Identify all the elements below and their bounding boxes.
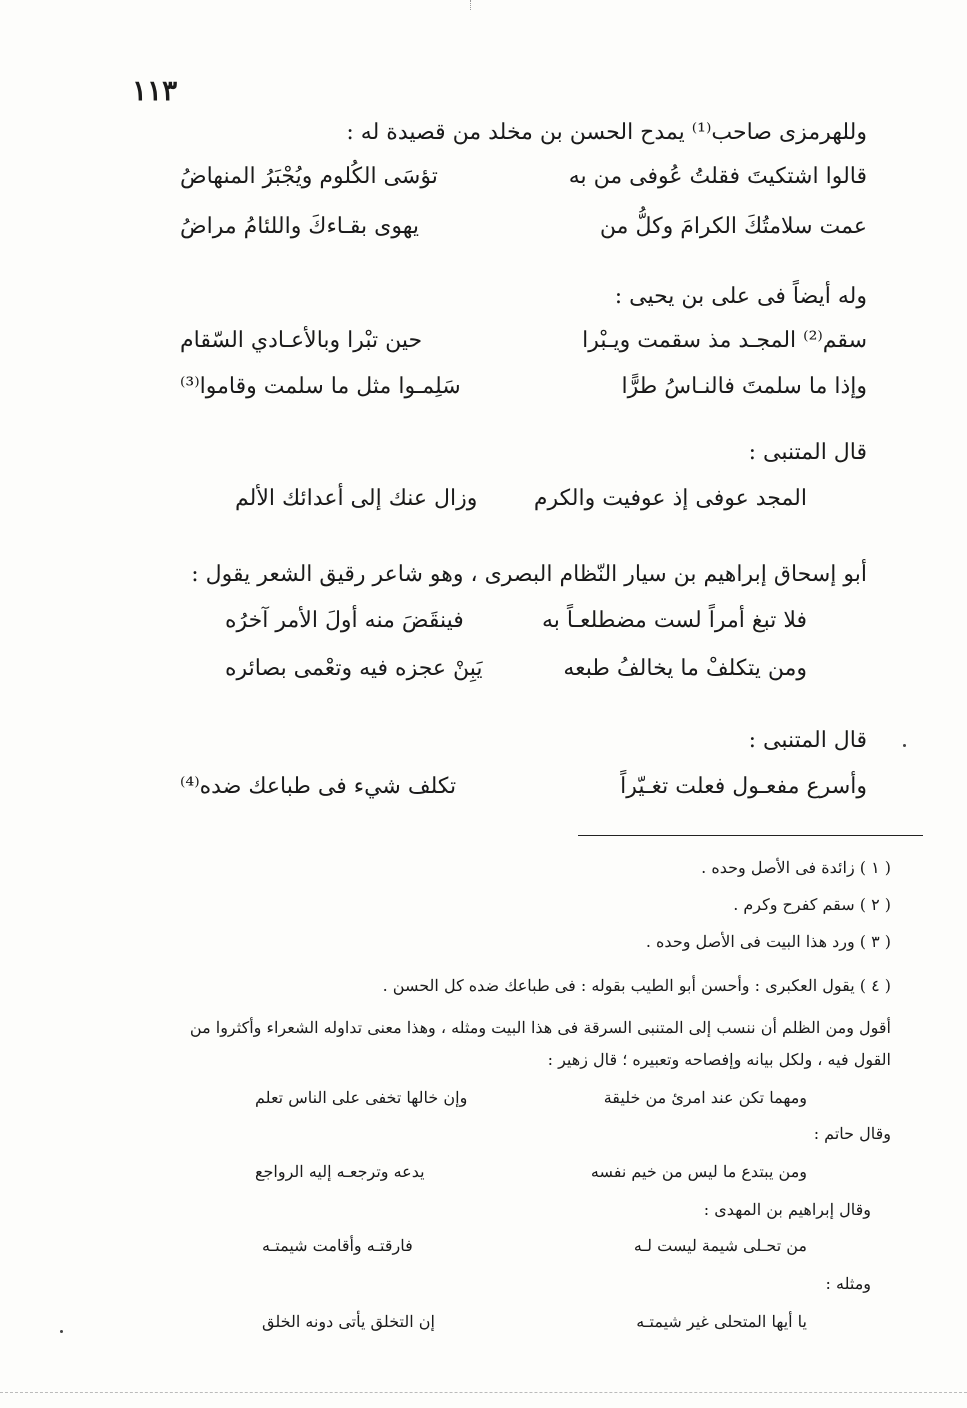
section-intro: وله أيضاً فى على بن يحيى : xyxy=(614,284,867,309)
verse-first-hemistich: وأسرع مفعـول فعلت تغـيّراً xyxy=(620,774,867,799)
commentary-intro: وقال إبراهيم بن المهدى : xyxy=(703,1200,871,1219)
verse-second-hemistich: حين تبْرا وبالأعـادي السّقام xyxy=(180,328,423,353)
footnote: ( ١ ) زائدة فى الأصل وحده . xyxy=(701,858,891,877)
commentary-line: أقول ومن الظلم أن ننسب إلى المتنبى السرقة فى هذا البيت ومثله ، وهذا معنى تداوله الشعراء وأكثروا من xyxy=(189,1018,891,1037)
verse-second-hemistich: وإن خالها تخفى على الناس تعلم xyxy=(255,1088,468,1107)
verse-first-hemistich: قالوا اشتكيتَ فقلتُ عُوفى من به xyxy=(568,164,867,189)
footnote: ( ٢ ) سقم كفرح وكرم . xyxy=(733,895,891,914)
section-intro: قال المتنبى : xyxy=(748,440,867,465)
verse-first-hemistich: وإذا ما سلمتَ فالنـاسُ طرًّا xyxy=(621,374,867,399)
verse-second-hemistich: تؤسَى الكُلوم ويُجْبَرُ المنهاضُ xyxy=(180,164,438,189)
verse-second-hemistich: تكلف شيء فى طباعك ضده⁽⁴⁾ xyxy=(180,774,457,799)
verse-second-hemistich: وزال عنك إلى أعدائك الألم xyxy=(235,486,478,511)
footnote: ( ٣ ) ورد هذا البيت فى الأصل وحده . xyxy=(645,932,891,951)
scan-artifact-top xyxy=(470,0,472,10)
verse-second-hemistich: يَبِنْ عجزه فيه وتعْمى بصائره xyxy=(225,656,483,681)
verse-first-hemistich: ومن يتكلفْ ما يخالفُ طبعه xyxy=(563,656,807,681)
scan-artifact-bottom xyxy=(0,1392,967,1393)
verse-first-hemistich: يا أيها المتحلى غير شيمتـه xyxy=(636,1312,807,1331)
footnote-divider xyxy=(578,835,923,836)
commentary-intro: وقال حاتم : xyxy=(813,1124,891,1143)
section-intro: قال المتنبى : xyxy=(748,728,867,753)
commentary-intro: ومثله : xyxy=(825,1274,871,1293)
verse-first-hemistich: سقم⁽²⁾ المجـد مذ سقمت ويـبْرا xyxy=(582,328,867,353)
verse-second-hemistich: يدعه وترجعـه إليه الرواجع xyxy=(255,1162,425,1181)
section-intro: وللهرمزى صاحب⁽¹⁾ يمدح الحسن بن مخلد من قصيدة له : xyxy=(346,120,867,145)
verse-first-hemistich: ومن يبتدع ما ليس من خيم نفسه xyxy=(590,1162,807,1181)
verse-first-hemistich: المجد عوفى إذ عوفيت والكرم xyxy=(533,486,807,511)
section-intro: أبو إسحاق إبراهيم بن سيار النّظام البصرى ، وهو شاعر رقيق الشعر يقول : xyxy=(191,562,867,587)
verse-second-hemistich: يهوى بقـاءكَ واللئامُ مراضُ xyxy=(180,214,420,239)
verse-second-hemistich: فينقَضَ منه أولَ الأمر آخرُه xyxy=(225,608,464,633)
page-number: ١١٣ xyxy=(132,74,178,107)
verse-second-hemistich: إن التخلق يأتى دونه الخلق xyxy=(262,1312,435,1331)
footnote: ( ٤ ) يقول العكبرى : وأحسن أبو الطيب بقوله : فى طباعك ضده كل الحسن . xyxy=(382,976,891,995)
scan-speck xyxy=(903,744,906,747)
verse-first-hemistich: ومهما تكن عند امرئ من خليقة xyxy=(603,1088,807,1107)
verse-first-hemistich: من تحـلى شيمة ليست لـه xyxy=(633,1236,807,1255)
verse-second-hemistich: سَلِمـوا مثل ما سلمت وقاموا⁽³⁾ xyxy=(180,374,461,399)
verse-second-hemistich: فارقتـه وأقامت شيمتـه xyxy=(262,1236,413,1255)
scan-speck xyxy=(60,1330,63,1333)
verse-first-hemistich: فلا تبغ أمراً لست مضطلعـاً به xyxy=(541,608,807,633)
commentary-line: القول فيه ، ولكل بيانه وإفصاحه وتعبيره ؛ قال زهير : xyxy=(547,1050,891,1069)
verse-first-hemistich: عمت سلامتُكَ الكرامَ وكلُّ من xyxy=(599,214,867,239)
